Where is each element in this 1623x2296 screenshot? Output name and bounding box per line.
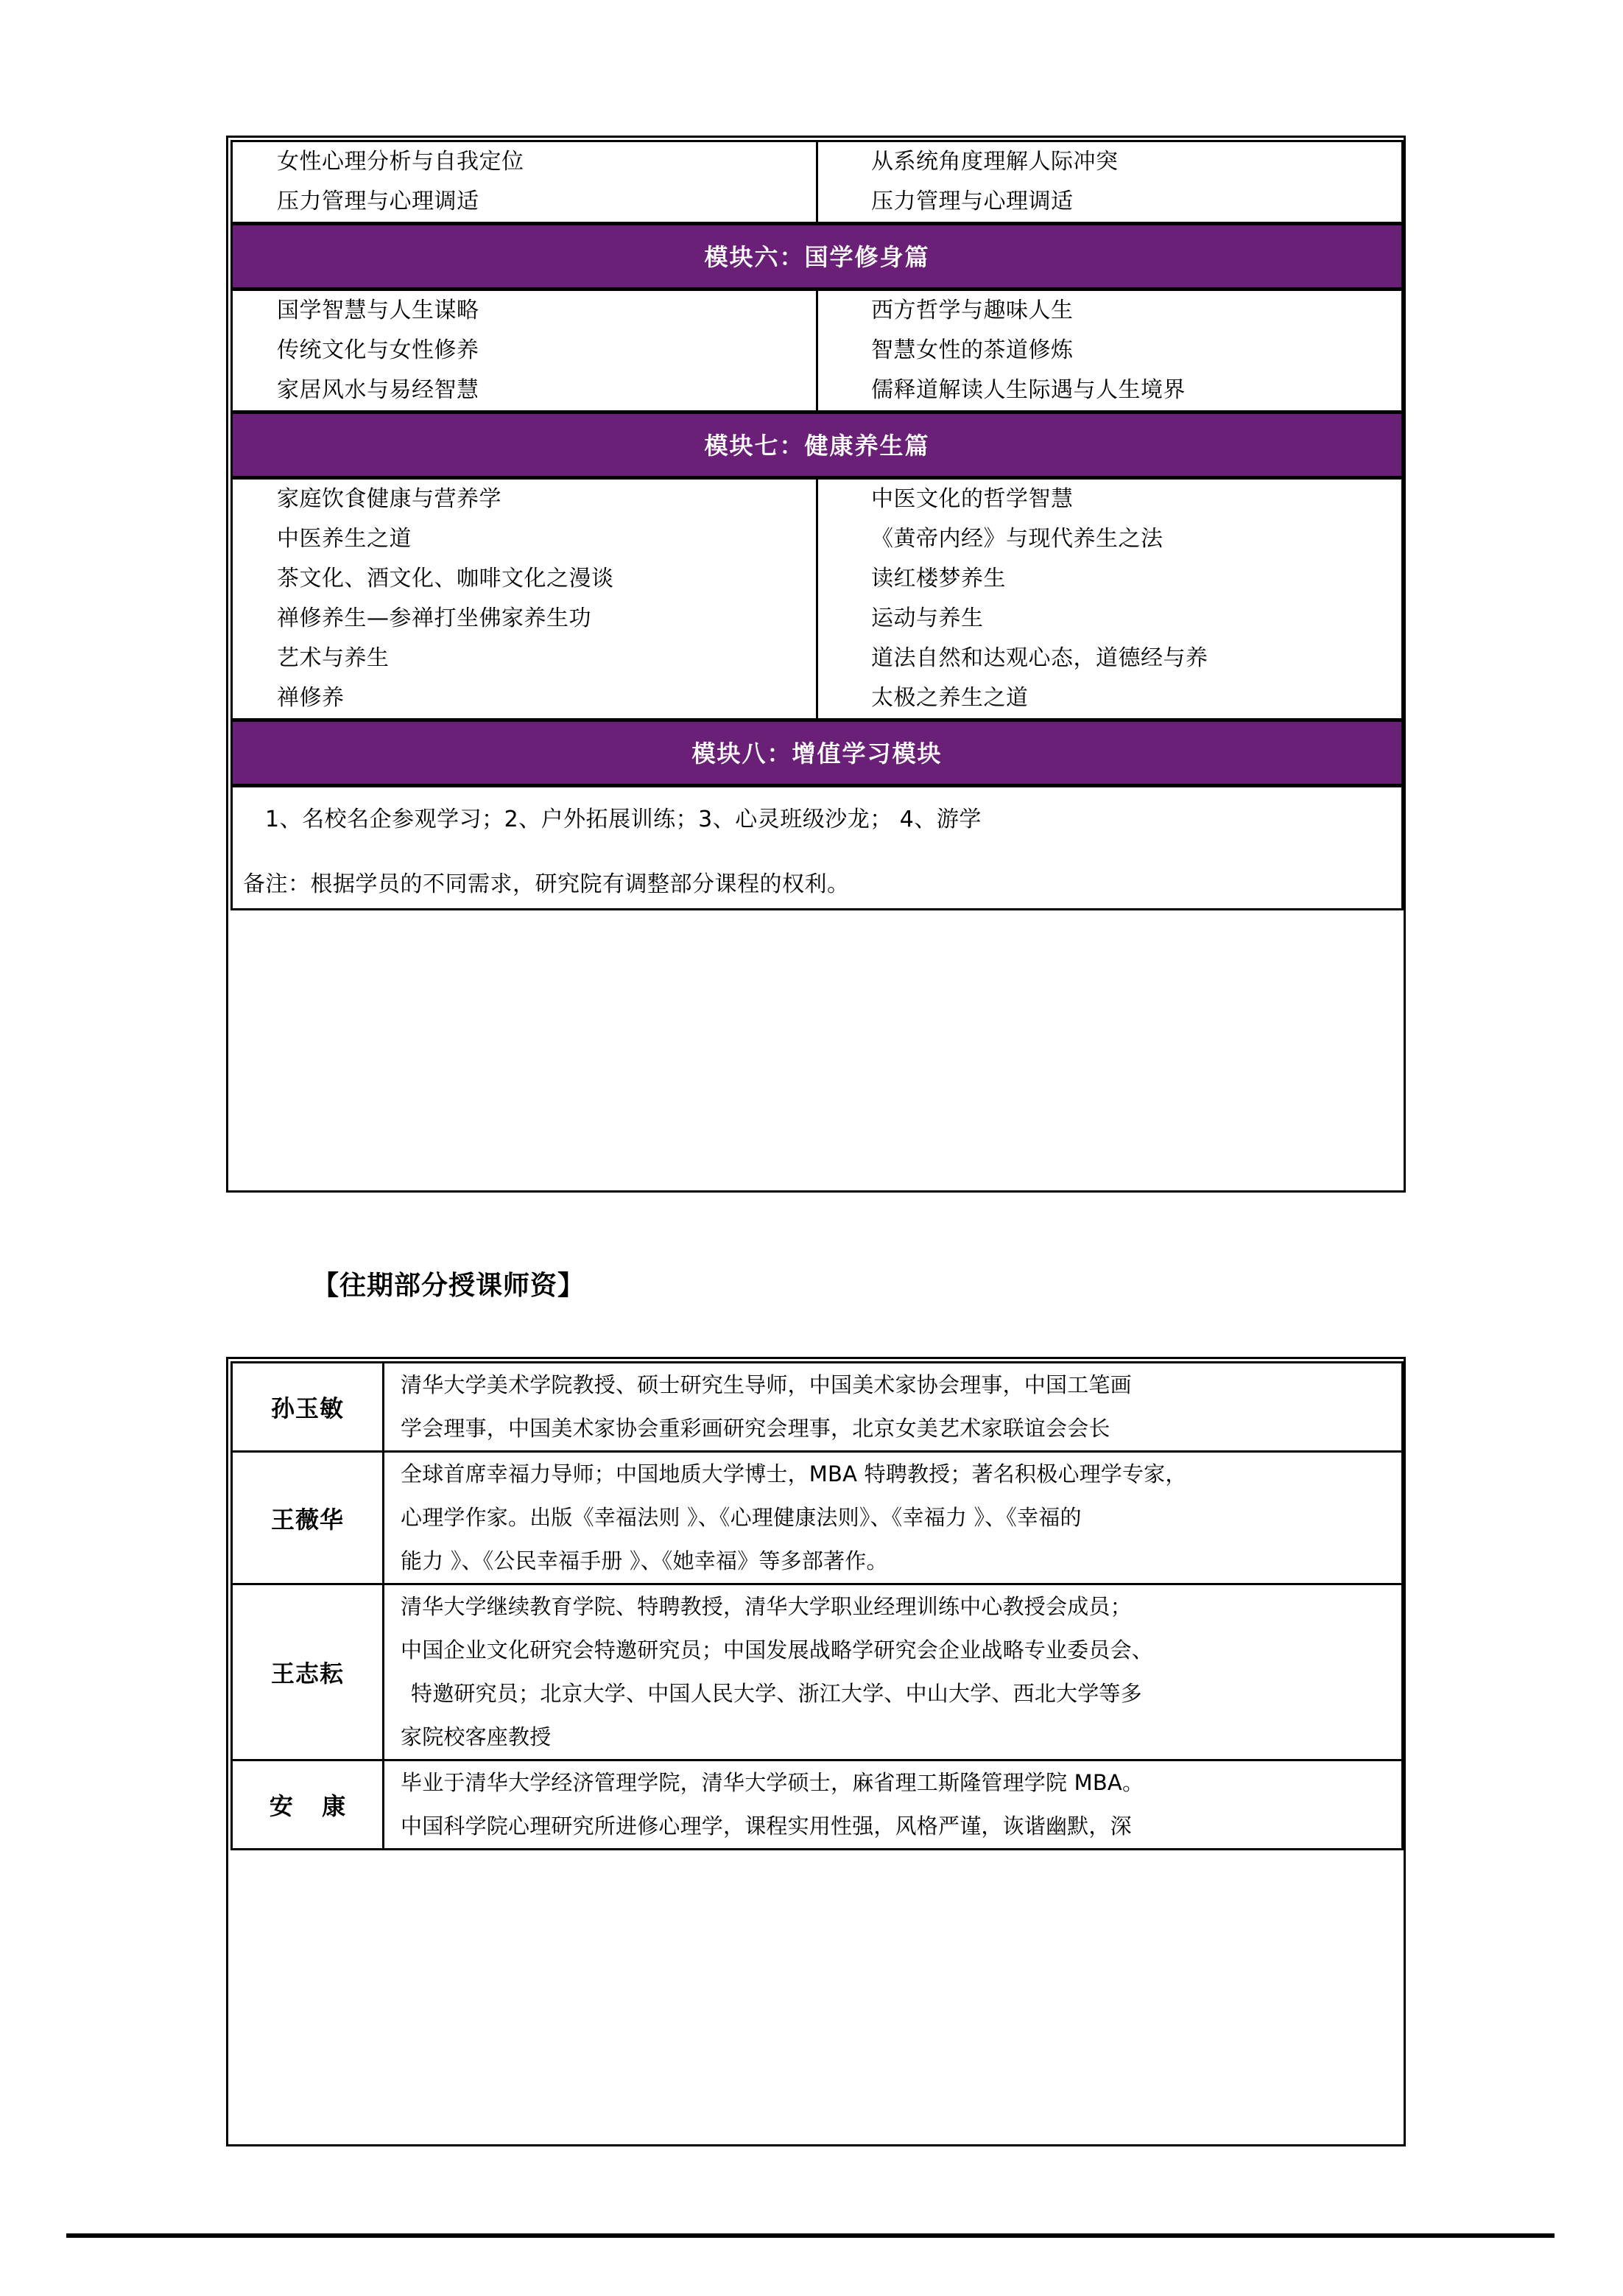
teacher-name: 孙玉敏 [270,1394,344,1422]
course-item: 太极之养生之道 [871,685,1029,711]
teacher-name: 王志耘 [270,1660,344,1688]
teacher-bio-line: 特邀研究员；北京大学、中国人民大学、浙江大学、中山大学、西北大学等多 [411,1681,1142,1706]
teacher-bio-cell [384,1452,1403,1584]
course-item: 中医养生之道 [277,526,412,552]
course-item: 运动与养生 [871,605,984,631]
module-title: 模块六：国学修身篇 [704,243,930,271]
faculty-table-outer-right-rule [1404,1357,1406,2146]
course-item: 女性心理分析与自我定位 [277,149,524,175]
teacher-bio-line: 能力 》、《公民幸福手册 》、《她幸福》等多部著作。 [401,1548,888,1573]
curriculum-cell-right [817,289,1403,412]
course-item: 西方哲学与趣味人生 [871,298,1074,323]
faculty-table-outer-bottom-rule [226,2144,1406,2146]
course-item: 家居风水与易经智慧 [277,377,479,403]
table-row [232,1584,1403,1760]
table-row [232,720,1403,786]
teacher-bio-cell [384,1584,1403,1760]
module-header-cell-seven [232,412,1403,478]
table-row [232,786,1403,910]
module-eight-content-cell [232,786,1403,910]
course-item: 道法自然和达观心态，道德经与养 [871,645,1208,671]
curriculum-cell-right [817,141,1403,224]
course-item: 从系统角度理解人际冲突 [871,149,1119,175]
table-row [232,1760,1403,1850]
teacher-bio-line: 毕业于清华大学经济管理学院，清华大学硕士，麻省理工斯隆管理学院 MBA。 [401,1770,1144,1795]
course-item: 艺术与养生 [277,645,390,671]
teacher-name: 安 康 [269,1792,356,1820]
faculty-table-outer-left-rule [226,1357,228,2146]
table-row [232,1452,1403,1584]
module-header-cell-six [232,224,1403,289]
course-item: 传统文化与女性修养 [277,337,479,363]
course-item: 压力管理与心理调适 [871,189,1074,214]
course-item: 茶文化、酒文化、咖啡文化之漫谈 [277,566,614,591]
curriculum-cell-right [817,478,1403,720]
table-row [232,478,1403,720]
teacher-bio-line: 全球首席幸福力导师；中国地质大学博士，MBA 特聘教授；著名积极心理学专家， [401,1461,1187,1486]
faculty-section-title: 【往期部分授课师资】 [312,1271,585,1301]
curriculum-table [230,140,1404,910]
course-item: 中医文化的哲学智慧 [871,486,1074,512]
faculty-table-outer-top-rule [226,1357,1406,1359]
curriculum-table-outer-left-rule [226,136,228,1193]
course-item: 禅修养生—参禅打坐佛家养生功 [277,605,591,631]
course-item: 智慧女性的茶道修炼 [871,337,1074,363]
curriculum-table-outer-right-rule [1404,136,1406,1193]
teacher-bio-cell [384,1363,1403,1452]
teacher-bio-cell [384,1760,1403,1850]
teacher-name-cell [232,1363,384,1452]
module-title: 模块八：增值学习模块 [691,740,943,768]
course-item: 读红楼梦养生 [871,566,1006,591]
course-item: 家庭饮食健康与营养学 [277,486,501,512]
curriculum-cell-left [232,478,817,720]
course-item: 儒释道解读人生际遇与人生境界 [871,377,1186,403]
teacher-bio-line: 清华大学继续教育学院、特聘教授，清华大学职业经理训练中心教授会成员； [401,1594,1132,1619]
table-row [232,412,1403,478]
teacher-bio-line: 中国科学院心理研究所进修心理学，课程实用性强，风格严谨，诙谐幽默，深 [401,1814,1132,1839]
teacher-bio-line: 心理学作家。出版《幸福法则 》、《心理健康法则》、《幸福力 》、《幸福的 [401,1505,1082,1530]
curriculum-table-outer-top-rule [226,136,1406,138]
course-item: 国学智慧与人生谋略 [277,298,479,323]
teacher-bio-line: 中国企业文化研究会特邀研究员；中国发展战略学研究会企业战略专业委员会、 [401,1637,1154,1663]
teacher-name: 王薇华 [270,1505,344,1534]
teacher-name-cell [232,1760,384,1850]
course-item: 禅修养 [277,685,345,711]
footer-divider [66,2233,1555,2238]
curriculum-cell-left [232,141,817,224]
table-row [232,224,1403,289]
curriculum-table-outer-bottom-rule [226,1190,1406,1193]
module-header-cell-eight [232,720,1403,786]
teacher-bio-line: 家院校客座教授 [401,1724,552,1749]
teacher-name-cell [232,1452,384,1584]
curriculum-cell-left [232,289,817,412]
teacher-name-cell [232,1584,384,1760]
course-item: 《黄帝内经》与现代养生之法 [871,526,1163,552]
table-row [232,141,1403,224]
curriculum-note: 备注：根据学员的不同需求，研究院有调整部分课程的权利。 [243,871,850,897]
teacher-bio-line: 清华大学美术学院教授、硕士研究生导师，中国美术家协会理事，中国工笔画 [401,1372,1132,1397]
course-item: 压力管理与心理调适 [277,189,479,214]
module-title: 模块七：健康养生篇 [704,432,930,460]
teacher-bio-line: 学会理事，中国美术家协会重彩画研究会理事，北京女美艺术家联谊会会长 [401,1416,1110,1441]
table-row [232,1363,1403,1452]
faculty-table [230,1361,1404,1850]
table-row [232,289,1403,412]
value-added-activities: 1、名校名企参观学习；2、户外拓展训练；3、心灵班级沙龙； 4、游学 [265,807,982,832]
